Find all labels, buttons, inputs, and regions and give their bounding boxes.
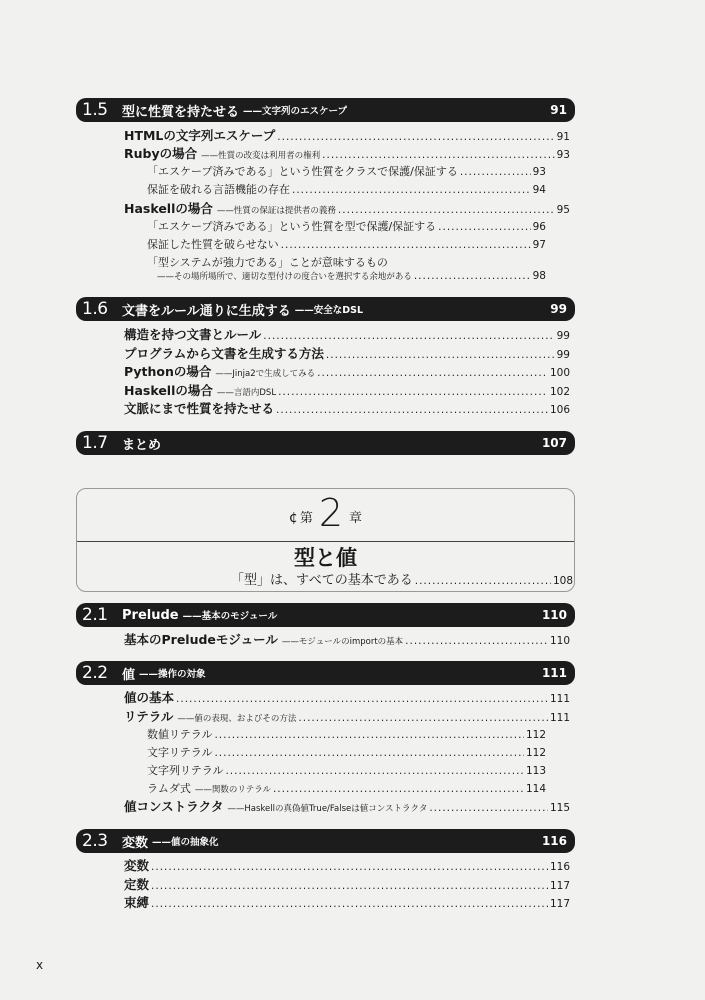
leader-dots	[338, 201, 555, 218]
section-subtitle: ——基本のモジュール	[182, 611, 278, 622]
chapter-title: 型と値	[294, 546, 357, 570]
section-heading	[76, 603, 575, 627]
entry-title: 基本のPreludeモジュール	[124, 632, 278, 647]
section-heading	[76, 829, 575, 853]
section-subtitle: ——値の抽象化	[152, 837, 219, 848]
entry-title: 構造を持つ文書とルール	[124, 327, 262, 342]
toc-entry	[124, 798, 570, 816]
section-page: 110	[541, 608, 567, 622]
toc-subentry	[147, 236, 546, 254]
toc-subentry	[147, 744, 546, 762]
entry-page: 110	[549, 635, 570, 647]
section-page: 91	[550, 103, 567, 117]
entry-page: 99	[556, 349, 570, 361]
toc-entry	[124, 400, 570, 418]
entry-page: 100	[549, 367, 570, 379]
entry-page: 91	[556, 131, 570, 143]
entry-subtitle: ——言語内DSL	[216, 388, 277, 398]
leader-dots	[322, 146, 554, 163]
entry-page: 106	[549, 404, 570, 416]
entry-page: 113	[525, 765, 546, 777]
leader-dots	[263, 327, 554, 344]
leader-dots	[415, 575, 551, 587]
section-heading	[76, 98, 575, 122]
entry-title: 定数	[124, 877, 150, 892]
toc-entry	[124, 145, 570, 163]
entry-page: 112	[525, 729, 546, 741]
entry-title: 文字リテラル	[147, 746, 213, 759]
section-page: 99	[550, 302, 567, 316]
entry-title: Pythonの場合	[124, 364, 212, 379]
leader-dots	[273, 780, 524, 798]
entry-title: 変数	[124, 858, 150, 873]
entry-page: 111	[549, 693, 570, 705]
leader-dots	[276, 401, 548, 418]
section-page: 116	[541, 834, 567, 848]
entry-page: 98	[532, 270, 546, 282]
section-page: 107	[541, 436, 567, 450]
entry-title: プログラムから文書を生成する方法	[124, 346, 324, 361]
toc-entry	[124, 363, 570, 381]
chapter-page: 108	[552, 575, 573, 587]
entry-title: 数値リテラル	[147, 728, 213, 741]
section-number: 1.5	[82, 100, 108, 120]
entry-subtitle: ——関数のリテラル	[194, 785, 271, 795]
toc-entry	[124, 708, 570, 726]
toc-entry	[124, 326, 570, 344]
section-heading	[76, 431, 575, 455]
leader-dots	[298, 709, 548, 726]
leader-dots	[460, 163, 531, 181]
entry-subtitle: ——値の表現、およびその方法	[177, 714, 297, 724]
entry-page: 115	[549, 802, 570, 814]
toc-subentry	[147, 780, 546, 798]
entry-title: 「エスケープ済みである」という性質を型で保護/保証する	[147, 220, 437, 233]
section-subtitle: ——操作の対象	[139, 669, 206, 680]
leader-dots	[176, 690, 548, 707]
chapter-subtitle: 「型」は、すべての基本である	[231, 573, 413, 588]
toc-subentry	[147, 181, 546, 199]
entry-title: 文脈にまで性質を持たせる	[124, 401, 275, 416]
entry-page: 94	[532, 184, 546, 196]
entry-subtitle: ——その場所場所で、適切な型付けの度合いを選択する余地がある	[157, 272, 412, 282]
entry-title: 文字列リテラル	[147, 764, 224, 777]
entry-page: 93	[532, 166, 546, 178]
entry-title: Haskellの場合	[124, 383, 213, 398]
chapter-number-line	[77, 493, 574, 533]
entry-page: 102	[549, 386, 570, 398]
chapter-ornament-icon: ¢	[288, 510, 298, 526]
section-title: Prelude	[122, 607, 179, 623]
entry-title: 値の基本	[124, 690, 175, 705]
toc-entry	[124, 200, 570, 218]
chapter-subtitle-entry	[231, 569, 573, 588]
toc-entry	[124, 857, 570, 875]
leader-dots	[151, 858, 548, 875]
entry-page: 97	[532, 239, 546, 251]
toc-entry	[124, 382, 570, 400]
entry-title: 値コンストラクタ	[124, 799, 224, 814]
leader-dots	[414, 267, 531, 285]
page-folio: x	[36, 958, 44, 972]
toc-entry	[124, 345, 570, 363]
entry-title: Rubyの場合	[124, 146, 198, 161]
toc-entry	[124, 127, 570, 145]
entry-page: 111	[549, 712, 570, 724]
toc-subentry	[147, 163, 546, 181]
leader-dots	[429, 799, 548, 816]
chapter-heading-box	[76, 488, 575, 592]
toc-entry	[124, 876, 570, 894]
toc-entry	[124, 689, 570, 707]
section-number: 1.6	[82, 299, 108, 319]
leader-dots	[151, 877, 548, 894]
entry-page: 114	[525, 783, 546, 795]
section-subtitle: ——文字列のエスケープ	[243, 106, 348, 117]
section-number: 1.7	[82, 433, 108, 453]
entry-page: 116	[549, 861, 570, 873]
section-number: 2.1	[82, 605, 108, 625]
entry-subtitle: ——Jinja2で生成してみる	[215, 369, 316, 379]
leader-dots	[405, 632, 548, 649]
entry-title: HTMLの文字列エスケープ	[124, 128, 276, 143]
section-title: 値	[122, 667, 136, 683]
leader-dots	[214, 726, 524, 744]
entry-page: 117	[549, 898, 570, 910]
leader-dots	[317, 364, 548, 381]
leader-dots	[281, 236, 531, 254]
leader-dots	[278, 383, 548, 400]
section-page: 111	[541, 666, 567, 680]
chapter-number: 2	[318, 491, 344, 535]
section-title: 型に性質を持たせる	[122, 104, 240, 120]
entry-subtitle: ——性質の保証は提供者の義務	[216, 206, 336, 216]
toc-subentry	[147, 726, 546, 744]
entry-title: ラムダ式	[147, 782, 191, 795]
toc-entry	[124, 894, 570, 912]
section-title: まとめ	[122, 437, 162, 453]
entry-title: リテラル	[124, 709, 174, 724]
entry-title: 束縛	[124, 895, 150, 910]
section-title: 文書をルール通りに生成する	[122, 303, 291, 319]
entry-title: Haskellの場合	[124, 201, 213, 216]
section-title: 変数	[122, 835, 149, 851]
entry-page: 117	[549, 880, 570, 892]
entry-title: 保証を破れる言語機能の存在	[147, 183, 290, 196]
entry-page: 95	[556, 204, 570, 216]
toc-entry	[124, 631, 570, 649]
entry-page: 96	[532, 221, 546, 233]
leader-dots	[277, 128, 554, 145]
entry-title: 「エスケープ済みである」という性質をクラスで保護/保証する	[147, 165, 458, 178]
entry-subtitle: ——Haskellの真偽値True/Falseは値コンストラクタ	[227, 804, 428, 814]
leader-dots	[225, 762, 524, 780]
toc-subentry-title: 「型システムが強力である」ことが意味するもの	[147, 256, 388, 269]
leader-dots	[292, 181, 531, 199]
section-heading	[76, 297, 575, 321]
entry-subtitle: ——性質の改変は利用者の権利	[201, 151, 321, 161]
entry-subtitle: ——モジュールのimportの基本	[281, 637, 404, 647]
entry-page: 99	[556, 330, 570, 342]
entry-title: 保証した性質を破らせない	[147, 238, 279, 251]
leader-dots	[214, 744, 524, 762]
toc-subentry	[147, 762, 546, 780]
entry-page: 112	[525, 747, 546, 759]
section-number: 2.2	[82, 663, 108, 683]
section-subtitle: ——安全なDSL	[294, 305, 364, 316]
toc-subentry	[147, 218, 546, 236]
chapter-prefix: 第	[299, 511, 313, 526]
leader-dots	[438, 218, 530, 236]
leader-dots	[326, 346, 555, 363]
entry-page: 93	[556, 149, 570, 161]
section-heading	[76, 661, 575, 685]
chapter-suffix: 章	[349, 511, 363, 526]
leader-dots	[151, 895, 548, 912]
section-number: 2.3	[82, 831, 108, 851]
toc-subentry-continuation	[147, 267, 546, 285]
